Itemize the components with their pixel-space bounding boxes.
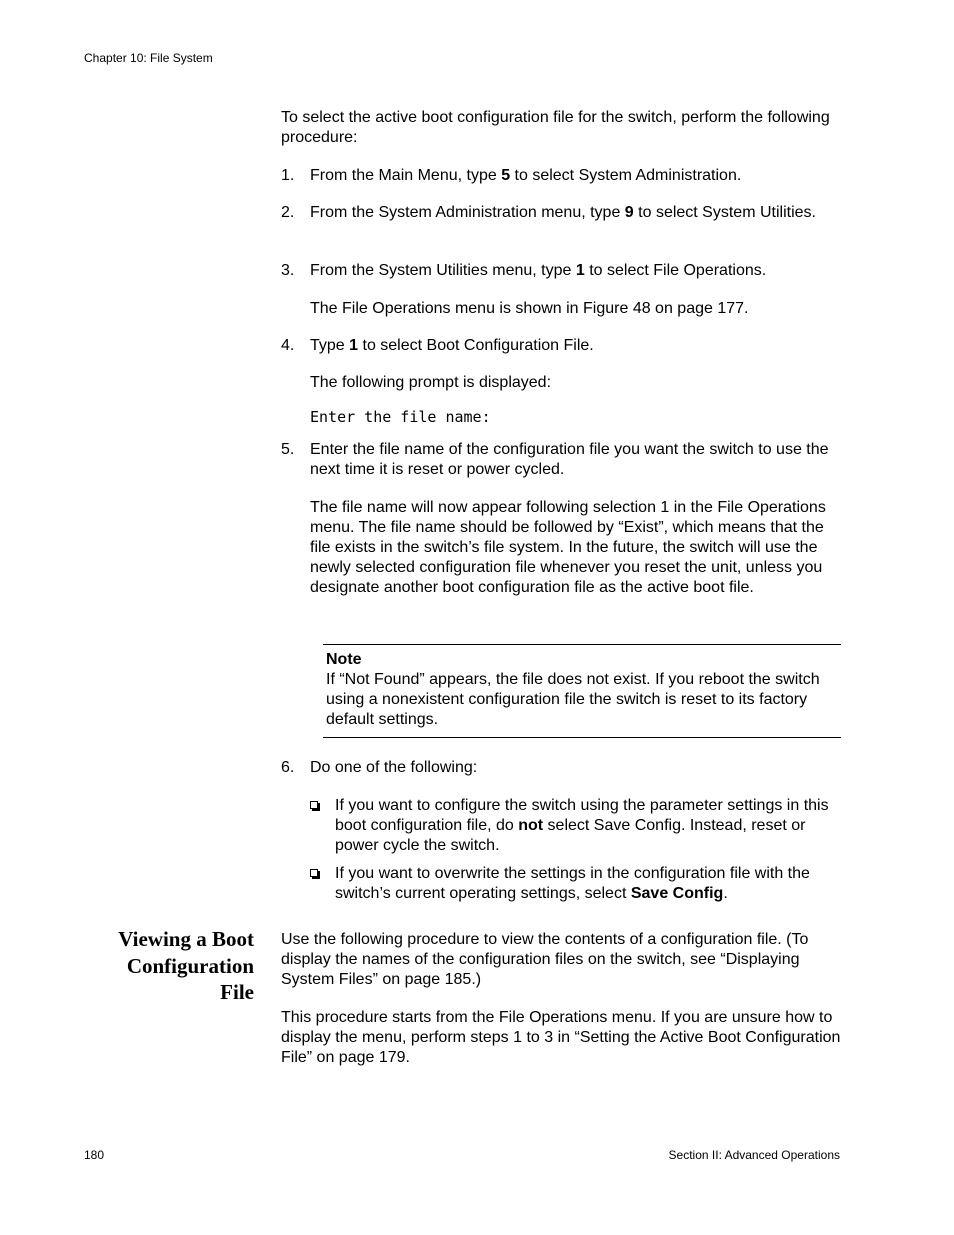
step-text: From the System Administration menu, type 9 to select System Utilities.: [310, 204, 816, 221]
heading-line: Configuration: [126, 953, 254, 978]
bullet-text: If you want to overwrite the settings in the configuration file with the switch’s current operating settings, select Save Config.: [335, 865, 810, 902]
heading-line: File: [220, 980, 254, 1004]
step-text: Enter the file name of the configuration file you want the switch to use the next time it is reset or power cycled.: [310, 441, 829, 478]
step-2: [281, 203, 841, 223]
intro-paragraph: [281, 108, 841, 148]
step-1: [281, 166, 841, 186]
section-paragraph-1: Use the following procedure to view the contents of a configuration file. (To display the names of the configuration files on the switch, see “Displaying System Files” on page 185.): [281, 931, 809, 988]
step-text: From the Main Menu, type 5 to select System Administration.: [310, 167, 742, 184]
prompt-code: Enter the file name:: [310, 408, 491, 426]
step-number: 1.: [281, 167, 295, 184]
step-number: 5.: [281, 441, 295, 458]
step-5: [281, 440, 841, 480]
running-footer: Section II: Advanced Operations: [668, 1148, 840, 1162]
note-box: [323, 644, 841, 738]
step-4: [281, 336, 841, 356]
bullet-item-2: [310, 864, 841, 904]
checkbox-bullet-icon: [310, 801, 318, 809]
section-heading: [74, 926, 254, 1006]
step-5-detail: The file name will now appear following selection 1 in the File Operations menu. The file name should be followed by “Exist”, which means that the file exists in the switch’s file system. In the future, the switch will use the newly selected configuration file whenever you reset the unit, unless you designate another boot configuration file as the active boot file.: [310, 499, 826, 596]
page-number: 180: [84, 1148, 105, 1162]
step-6: [281, 758, 841, 778]
step-text: Do one of the following:: [310, 759, 478, 776]
note-text: If “Not Found” appears, the file does not exist. If you reboot the switch using a nonexistent configuration file the switch is reset to its factory default settings.: [326, 671, 820, 728]
step-3-detail: The File Operations menu is shown in Figure 48 on page 177.: [310, 300, 749, 317]
note-title: Note: [326, 651, 362, 668]
step-number: 2.: [281, 204, 295, 221]
step-number: 3.: [281, 262, 295, 279]
checkbox-bullet-icon: [310, 869, 318, 877]
intro-text: To select the active boot configuration file for the switch, perform the following procedure:: [281, 109, 830, 146]
running-header: Chapter 10: File System: [84, 51, 213, 65]
section-paragraph-2: This procedure starts from the File Operations menu. If you are unsure how to display the menu, perform steps 1 to 3 in “Setting the Active Boot Configuration File” on page 179.: [281, 1009, 841, 1066]
bullet-text: If you want to configure the switch using the parameter settings in this boot configuration file, do not select Save Config. Instead, reset or power cycle the switch.: [335, 797, 829, 854]
step-number: 6.: [281, 759, 295, 776]
step-number: 4.: [281, 337, 295, 354]
step-text: Type 1 to select Boot Configuration File.: [310, 337, 594, 354]
step-text: From the System Utilities menu, type 1 to select File Operations.: [310, 262, 767, 279]
step-3: [281, 261, 841, 281]
bullet-item-1: [310, 796, 841, 856]
heading-line: Viewing a Boot: [118, 927, 254, 951]
step-4-detail: The following prompt is displayed:: [310, 374, 552, 391]
